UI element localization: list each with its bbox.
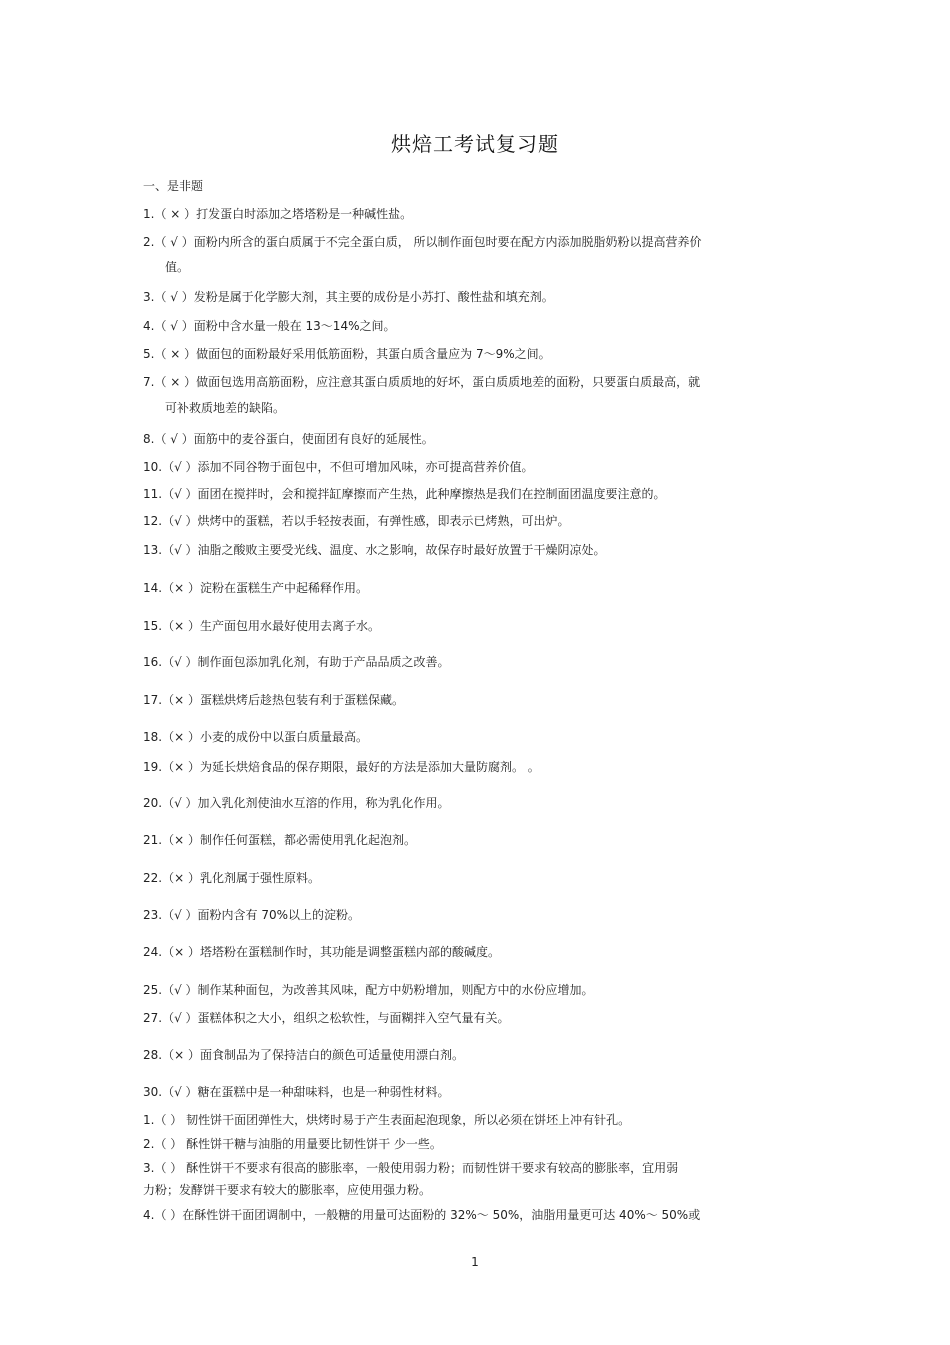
- list-item: 12.（√ ）烘烤中的蛋糕，若以手轻按表面，有弹性感，即表示已烤熟，可出炉。: [143, 514, 570, 528]
- list-item: 19.（× ）为延长烘焙食品的保存期限，最好的方法是添加大量防腐剂。 。: [143, 760, 540, 774]
- list-item: 2.（ ） 酥性饼干糖与油脂的用量要比韧性饼干 少一些。: [143, 1137, 442, 1151]
- list-item: 28.（× ）面食制品为了保持洁白的颜色可适量使用漂白剂。: [143, 1048, 464, 1062]
- list-item: 15.（× ）生产面包用水最好使用去离子水。: [143, 619, 380, 633]
- list-item: 5.（ × ）做面包的面粉最好采用低筋面粉，其蛋白质含量应为 7～9%之间。: [143, 347, 551, 361]
- section-heading: 一、是非题: [143, 179, 204, 193]
- list-item: 14.（× ）淀粉在蛋糕生产中起稀释作用。: [143, 581, 368, 595]
- list-item: 13.（√ ）油脂之酸败主要受光线、温度、水之影响，故保存时最好放置于干燥阴凉处。: [143, 543, 606, 557]
- list-item: 30.（√ ）糖在蛋糕中是一种甜味料，也是一种弱性材料。: [143, 1085, 450, 1099]
- list-item-continuation: 可补救质地差的缺陷。: [165, 401, 286, 415]
- list-item: 8.（ √ ）面筋中的麦谷蛋白，使面团有良好的延展性。: [143, 432, 434, 446]
- list-item: 2.（ √ ）面粉内所含的蛋白质属于不完全蛋白质， 所以制作面包时要在配方内添加脱脂奶粉以提高营养价: [143, 235, 702, 249]
- list-item: 17.（× ）蛋糕烘烤后趁热包装有利于蛋糕保藏。: [143, 693, 404, 707]
- list-item-continuation: 力粉；发酵饼干要求有较大的膨胀率，应使用强力粉。: [143, 1183, 432, 1197]
- page-title: 烘焙工考试复习题: [391, 132, 559, 156]
- list-item: 1.（ ） 韧性饼干面团弹性大，烘烤时易于产生表面起泡现象，所以必须在饼坯上冲有针孔。: [143, 1113, 631, 1127]
- list-item: 22.（× ）乳化剂属于强性原料。: [143, 871, 320, 885]
- list-item: 4.（ ）在酥性饼干面团调制中，一般糖的用量可达面粉的 32%～ 50%，油脂用量更可达 40%～ 50%或: [143, 1208, 701, 1222]
- list-item: 4.（ √ ）面粉中含水量一般在 13～14%之间。: [143, 319, 396, 333]
- list-item: 25.（√ ）制作某种面包，为改善其风味，配方中奶粉增加，则配方中的水份应增加。: [143, 983, 594, 997]
- list-item: 23.（√ ）面粉内含有 70%以上的淀粉。: [143, 908, 361, 922]
- list-item: 11.（√ ）面团在搅拌时，会和搅拌缸摩擦而产生热，此种摩擦热是我们在控制面团温度要注意的。: [143, 487, 666, 501]
- list-item: 16.（√ ）制作面包添加乳化剂，有助于产品品质之改善。: [143, 655, 450, 669]
- list-item: 10.（√ ）添加不同谷物于面包中，不但可增加风味，亦可提高营养价值。: [143, 460, 534, 474]
- list-item: 3.（ √ ）发粉是属于化学膨大剂，其主要的成份是小苏打、酸性盐和填充剂。: [143, 290, 554, 304]
- list-item: 1.（ × ）打发蛋白时添加之塔塔粉是一种碱性盐。: [143, 207, 413, 221]
- page-number: 1: [471, 1255, 479, 1269]
- list-item: 24.（× ）塔塔粉在蛋糕制作时，其功能是调整蛋糕内部的酸碱度。: [143, 945, 500, 959]
- list-item: 21.（× ）制作任何蛋糕，都必需使用乳化起泡剂。: [143, 833, 416, 847]
- list-item: 27.（√ ）蛋糕体积之大小，组织之松软性，与面糊拌入空气量有关。: [143, 1011, 510, 1025]
- list-item: 20.（√ ）加入乳化剂使油水互溶的作用，称为乳化作用。: [143, 796, 450, 810]
- list-item: 3.（ ） 酥性饼干不要求有很高的膨胀率，一般使用弱力粉；而韧性饼干要求有较高的膨胀率，宜用弱: [143, 1161, 679, 1175]
- list-item-continuation: 值。: [165, 260, 190, 274]
- list-item: 7.（ × ）做面包选用高筋面粉，应注意其蛋白质质地的好坏，蛋白质质地差的面粉，只要蛋白质最高，就: [143, 375, 701, 389]
- list-item: 18.（× ）小麦的成份中以蛋白质量最高。: [143, 730, 368, 744]
